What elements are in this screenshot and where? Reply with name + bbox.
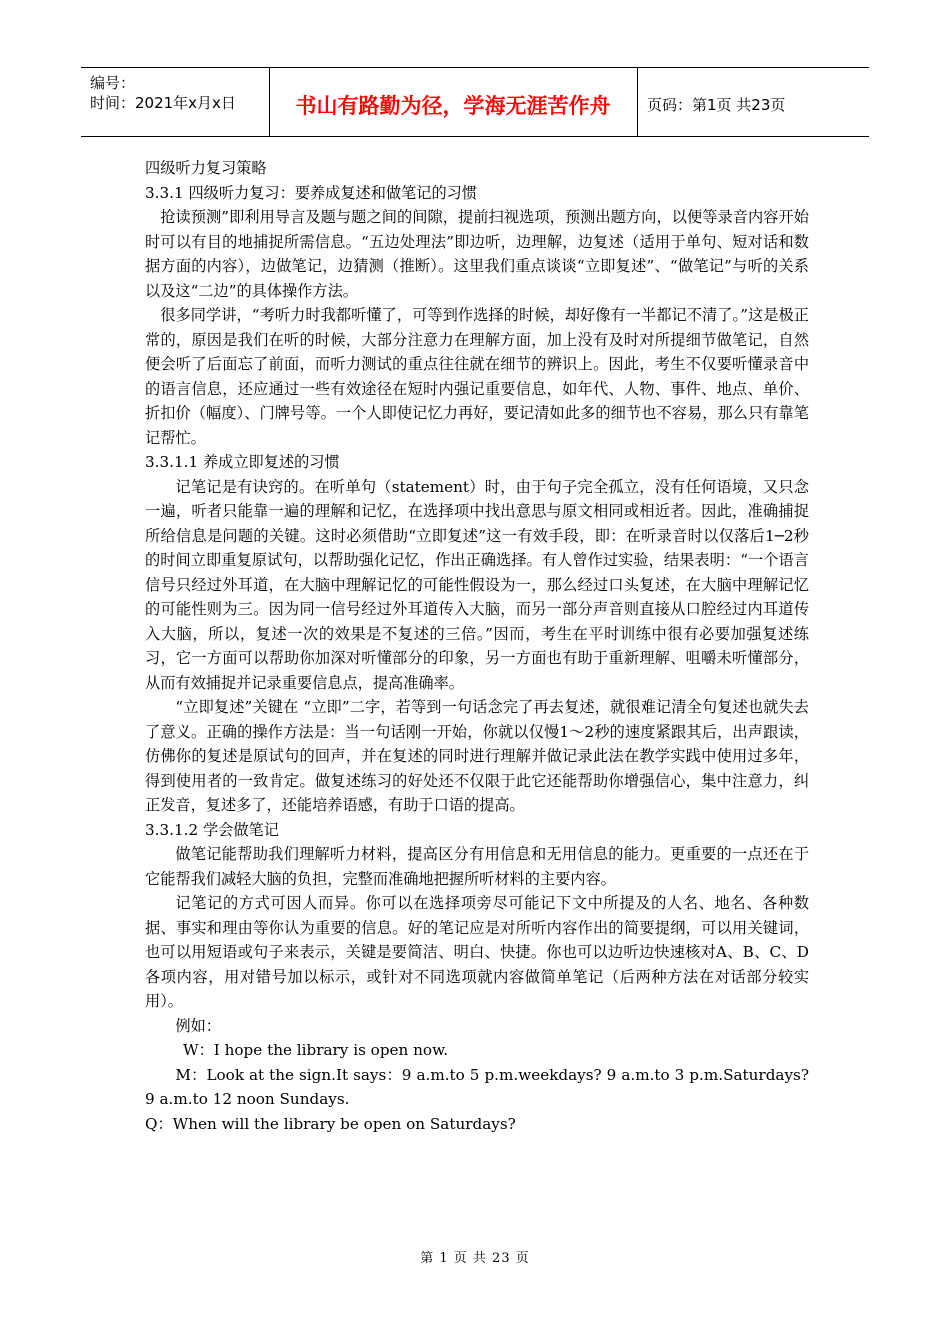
date-label: 时间：2021年x月x日 — [90, 94, 236, 112]
header-motto-cell — [269, 68, 638, 136]
page-count-label: 页码：第1页 共23页 — [647, 96, 786, 114]
serial-label: 编号： — [90, 74, 136, 92]
document-title: 四级听力复习策略 — [145, 159, 267, 177]
page-header — [81, 67, 869, 137]
motto: 书山有路勤为径，学海无涯苦作舟 — [295, 94, 611, 118]
page-footer: 第 1 页 共 23 页 — [420, 1251, 530, 1266]
paragraph: 记笔记的方式可因人而异。你可以在选择项旁尽可能记下文中所提及的人名、地名、各种数据、事实和理由等你认为重要的信息。好的笔记应是对所听内容作出的简要提纲，可以用关键词，也可以用短语或句子来表示，关键是要简洁、明白、快捷。你也可以边听边快速核对A、B、C、D各项内容，用对错号加以标示，或针对不同选项就内容做简单笔记（后两种方法在对话部分较实用）。 — [145, 894, 809, 1010]
dialog-line-w: W：I hope the library is open now. — [183, 1041, 449, 1059]
section-heading: 3.3.1 四级听力复习：要养成复述和做笔记的习惯 — [145, 183, 478, 202]
dialog-line-m: M：Look at the sign.It says：9 a.m.to 5 p.m.weekdays? 9 a.m.to 3 p.m.Saturdays?9 a.m.to 12 noon Sundays. — [145, 1065, 809, 1108]
paragraph: “立即复述”关键在 “立即”二字，若等到一句话念完了再去复述，就很难记清全句复述也就失去了意义。正确的操作方法是：当一句话刚一开始，你就以仅慢1～2秒的速度紧跟其后，出声跟读，仿佛你的复述是原试句的回声，并在复述的同时进行理解并做记录此法在教学实践中使用过多年，得到使用者的一致肯定。做复述练习的好处还不仅限于此它还能帮助你增强信心，集中注意力，纠正发音，复述多了，还能培养语感，有助于口语的提高。 — [145, 698, 809, 814]
paragraph: 记笔记是有诀窍的。在听单句（statement）时，由于句子完全孤立，没有任何语境，又只念一遍，听者只能靠一遍的理解和记忆，在选择项中找出意思与原文相同或相近者。因此，准确捕捉所给信息是问题的关键。这时必须借助“立即复述”这一有效手段，即：在听录音时以仅落后1─2秒的时间立即重复原试句，以帮助强化记忆，作出正确选择。有人曾作过实验，结果表明：“一个语言信号只经过外耳道，在大脑中理解记忆的可能性假设为一，那么经过口头复述，在大脑中理解记忆的可能性则为三。因为同一信号经过外耳道传入大脑，而另一部分声音则直接从口腔经过内耳道传入大脑，所以，复述一次的效果是不复述的三倍。”因而，考生在平时训练中很有必要加强复述练习，它一方面可以帮助你加深对听懂部分的印象，另一方面也有助于重新理解、咀嚼未听懂部分，从而有效捕捉并记录重要信息点，提高准确率。 — [145, 477, 809, 692]
paragraph: 做笔记能帮助我们理解听力材料，提高区分有用信息和无用信息的能力。更重要的一点还在于它能帮我们减轻大脑的负担，完整而准确地把握所听材料的主要内容。 — [145, 845, 809, 888]
header-page-cell — [637, 68, 869, 136]
document-body — [145, 156, 809, 1136]
header-info-cell — [81, 68, 270, 136]
paragraph: 例如： — [175, 1016, 221, 1035]
subsection-heading: 3.3.1.1 养成立即复述的习惯 — [145, 453, 340, 471]
paragraph: 很多同学讲，“考听力时我都听懂了，可等到作选择的时候，却好像有一半都记不清了。”这是极正常的，原因是我们在听的时候，大部分注意力在理解方面，加上没有及时对所提细节做笔记，自然便会听了后面忘了前面，而听力测试的重点往往就在细节的辨识上。因此，考生不仅要听懂录音中的语言信息，还应通过一些有效途径在短时内强记重要信息，如年代、人物、事件、地点、单价、折扣价（幅度）、门牌号等。一个人即使记忆力再好，要记清如此多的细节也不容易，那么只有靠笔记帮忙。 — [145, 306, 809, 447]
subsection-heading: 3.3.1.2 学会做笔记 — [145, 820, 279, 839]
question-line: Q：When will the library be open on Saturdays? — [145, 1114, 516, 1133]
paragraph: 抢读预测”即利用导言及题与题之间的间隙，提前扫视选项，预测出题方向，以便等录音内容开始时可以有目的地捕捉所需信息。“五边处理法”即边听，边理解，边复述（适用于单句、短对话和数据方面的内容），边做笔记，边猜测（推断）。这里我们重点谈谈“立即复述”、“做笔记”与听的关系以及这“二边”的具体操作方法。 — [145, 208, 809, 300]
